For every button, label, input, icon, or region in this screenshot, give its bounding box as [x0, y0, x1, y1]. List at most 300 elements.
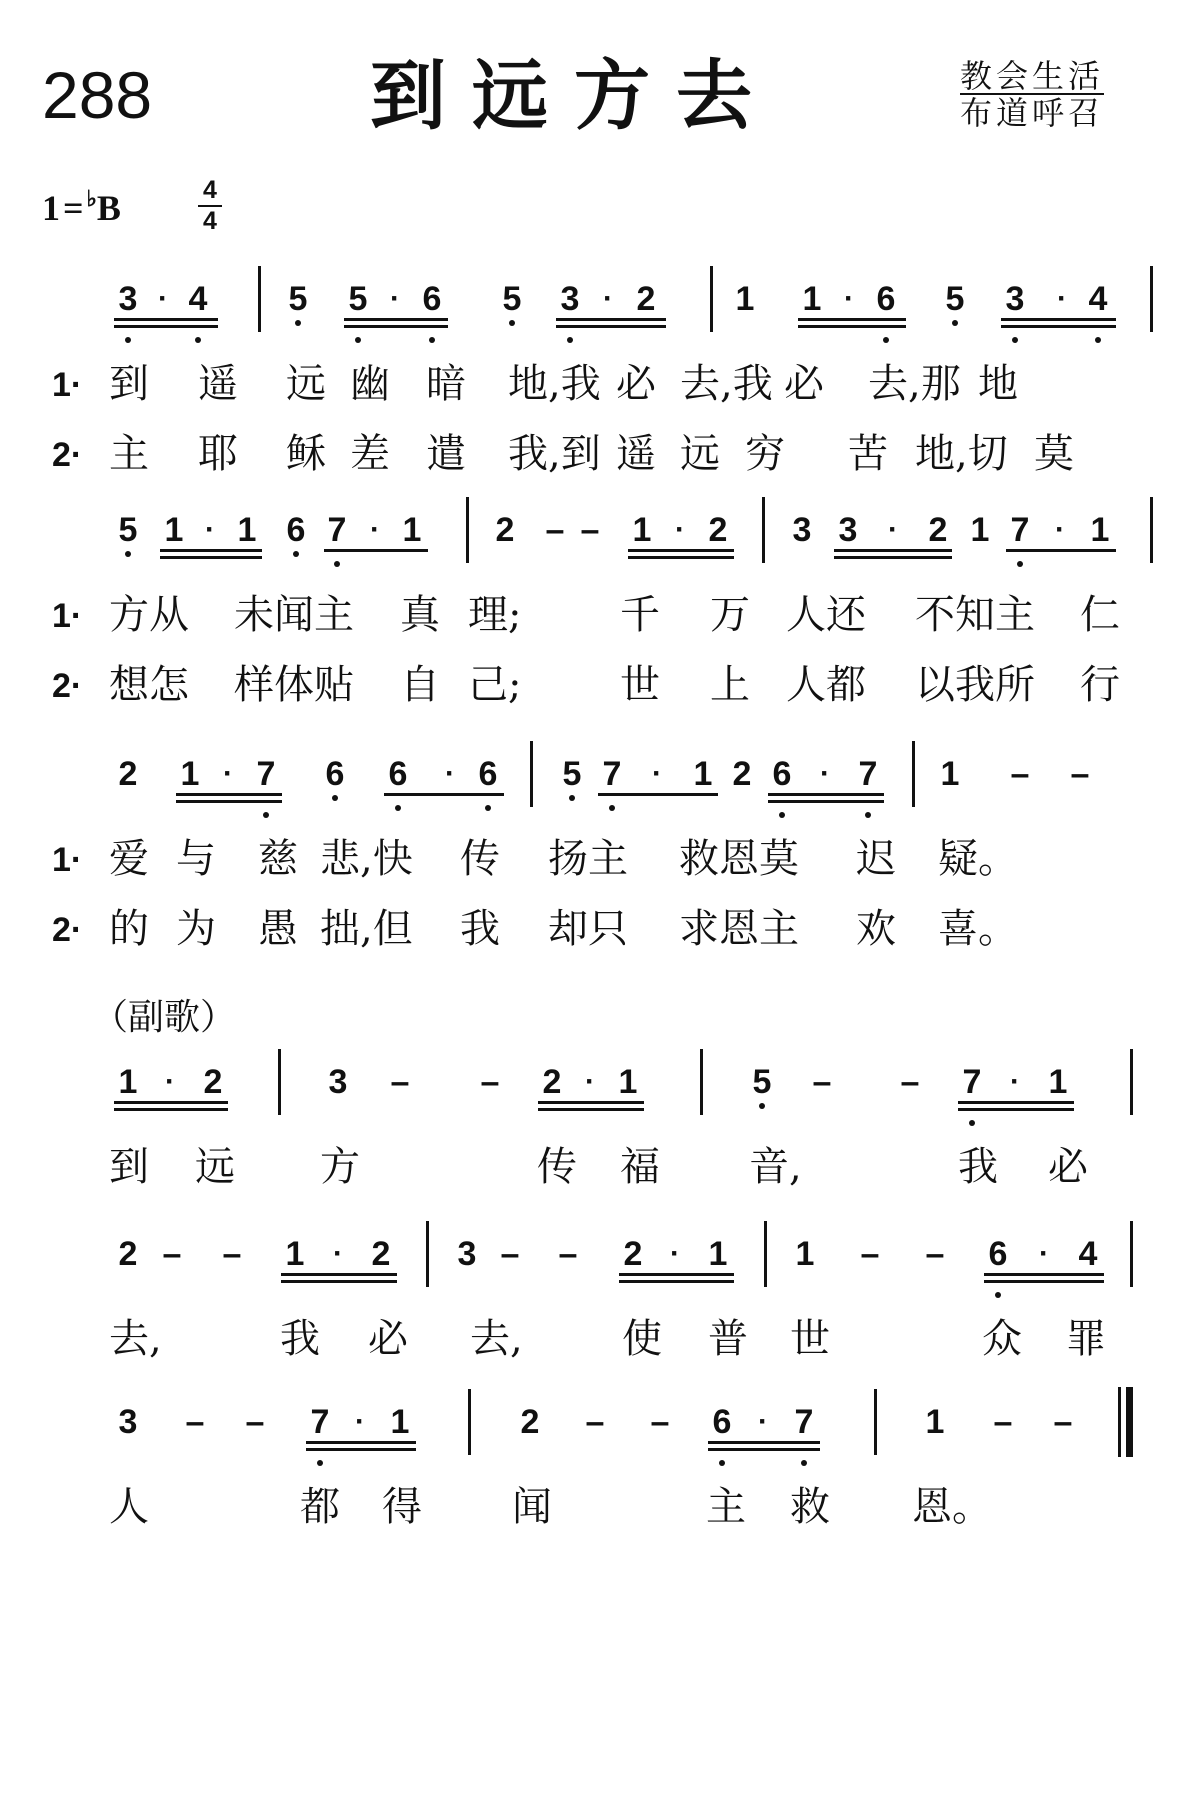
note-text: 6 [772, 755, 792, 793]
note-text: 2 [636, 280, 656, 318]
lyric-syllable: 迟 [856, 836, 896, 882]
rhythm-dot [1024, 1239, 1064, 1269]
note-text: 1 [735, 280, 755, 318]
lyric-syllable: 必 [784, 361, 824, 407]
rhythm-dot [873, 515, 913, 545]
sustain-dash-text: – [812, 1063, 832, 1101]
duration-underline [1006, 549, 1116, 552]
note [592, 757, 632, 791]
note-text: 6 [422, 280, 442, 318]
duration-underline [984, 1280, 1104, 1283]
verse-label: 1· [52, 366, 83, 404]
note [338, 282, 378, 316]
sustain-dash [915, 1237, 955, 1271]
duration-underline [619, 1273, 734, 1276]
note [935, 282, 975, 316]
note-text: 2 [928, 511, 948, 549]
octave-dot-below [779, 812, 785, 818]
note-text: 7 [858, 755, 878, 793]
lyric-syllable: 上 [710, 662, 750, 708]
sustain-dash-text: – [585, 1403, 605, 1441]
note-text: 2 [371, 1235, 391, 1273]
sustain-dash-text: – [925, 1235, 945, 1273]
duration-underline [384, 793, 504, 796]
note-text: 1 [237, 511, 257, 549]
note-text: 1 [1048, 1063, 1068, 1101]
note [492, 282, 532, 316]
note [1078, 282, 1118, 316]
lyric-syllable: 得 [382, 1484, 422, 1530]
duration-underline [114, 1101, 228, 1104]
duration-underline [324, 549, 428, 552]
lyric-syllable: 救恩莫 [679, 836, 799, 882]
duration-underline [958, 1101, 1074, 1104]
note-text: 1 [632, 511, 652, 549]
note-text: 1 [802, 280, 822, 318]
verse-label: 2· [52, 911, 83, 949]
rhythm-dot [318, 1239, 358, 1269]
sustain-dash-text: – [222, 1235, 242, 1273]
note-text: 1 [795, 1235, 815, 1273]
duration-underline [768, 793, 884, 796]
sustain-dash-text: – [580, 511, 600, 549]
lyric-syllable: 我 [280, 1316, 320, 1362]
note-text: 2 [623, 1235, 643, 1273]
bar-line [1150, 266, 1153, 332]
rhythm-dot-text: · [165, 1065, 175, 1098]
note [995, 282, 1035, 316]
rhythm-dot-text: · [675, 513, 685, 546]
note [866, 282, 906, 316]
note-text: 6 [286, 511, 306, 549]
lyric-syllable: 穷 [745, 431, 785, 477]
rhythm-dot-text: · [603, 282, 613, 315]
octave-dot-below [969, 1120, 975, 1126]
lyric-syllable: 以我所 [915, 662, 1035, 708]
bar-line [468, 1389, 471, 1455]
note-text: 6 [388, 755, 408, 793]
rhythm-dot [143, 284, 183, 314]
duration-underline [114, 318, 218, 321]
lyric-syllable: 疑。 [938, 836, 1018, 882]
duration-underline [160, 549, 262, 552]
note [378, 757, 418, 791]
octave-dot-below [195, 337, 201, 343]
bar-line [1130, 1221, 1133, 1287]
lyric-syllable: 必 [1048, 1144, 1088, 1190]
lyric-syllable: 想怎 [109, 662, 189, 708]
note [246, 757, 286, 791]
time-signature [198, 178, 222, 234]
octave-dot-below [995, 1292, 1001, 1298]
lyric-syllable: 行 [1080, 662, 1120, 708]
sustain-dash [640, 1405, 680, 1439]
rhythm-dot-text: · [670, 1237, 680, 1270]
lyric-syllable: 暗 [426, 361, 466, 407]
note [930, 757, 970, 791]
rhythm-dot-text: · [1057, 282, 1067, 315]
octave-dot-below [569, 795, 575, 801]
note-text: 2 [495, 511, 515, 549]
note [1068, 1237, 1108, 1271]
lyric-syllable: 主 [109, 431, 149, 477]
rhythm-dot-text: · [652, 757, 662, 790]
note [1038, 1065, 1078, 1099]
sustain-dash-text: – [245, 1403, 265, 1441]
note [276, 513, 316, 547]
sustain-dash [380, 1065, 420, 1099]
sustain-dash-text: – [993, 1403, 1013, 1441]
lyric-syllable: 样体贴 [234, 662, 354, 708]
rhythm-dot-text: · [205, 513, 215, 546]
lyric-syllable: 去,我 [680, 361, 773, 407]
octave-dot-below [125, 551, 131, 557]
rhythm-dot-text: · [355, 1405, 365, 1438]
lyric-syllable: 必 [368, 1316, 408, 1362]
duration-underline [344, 318, 448, 321]
note [552, 757, 592, 791]
note-text: 2 [542, 1063, 562, 1101]
lyric-syllable: 使 [622, 1316, 662, 1362]
note [317, 513, 357, 547]
lyric-syllable: 传 [460, 836, 500, 882]
duration-underline [556, 318, 666, 321]
octave-dot-below [429, 337, 435, 343]
lyric-syllable: 稣 [286, 431, 326, 477]
note-text: 2 [520, 1403, 540, 1441]
lyric-syllable: 福 [620, 1144, 660, 1190]
note [318, 1065, 358, 1099]
lyric-syllable: 我 [958, 1144, 998, 1190]
final-bar-thin [1118, 1387, 1121, 1457]
duration-underline [628, 556, 734, 559]
lyric-syllable: 悲,快 [320, 836, 413, 882]
note [468, 757, 508, 791]
note [532, 1065, 572, 1099]
note-text: 7 [310, 1403, 330, 1441]
refrain-label: （副歌） [92, 997, 237, 1038]
note [315, 757, 355, 791]
sustain-dash [212, 1237, 252, 1271]
note [915, 1405, 955, 1439]
note-text: 3 [118, 1403, 138, 1441]
lyric-syllable: 却只 [548, 906, 628, 952]
note [828, 513, 868, 547]
note [108, 282, 148, 316]
hymn-number: 288 [42, 58, 153, 132]
lyric-syllable: 必 [616, 361, 656, 407]
note [622, 513, 662, 547]
note [978, 1237, 1018, 1271]
note-text: 7 [256, 755, 276, 793]
lyric-syllable: 万 [710, 592, 750, 638]
bar-line [764, 1221, 767, 1287]
note-text: 1 [708, 1235, 728, 1273]
octave-dot-below [759, 1103, 765, 1109]
note-text: 6 [876, 280, 896, 318]
note [742, 1065, 782, 1099]
lyric-syllable: 理; [468, 592, 522, 638]
note [485, 513, 525, 547]
lyric-syllable: 的 [109, 906, 149, 952]
rhythm-dot [743, 1407, 783, 1437]
rhythm-dot [655, 1239, 695, 1269]
bar-line [258, 266, 261, 332]
lyric-syllable: 到 [109, 1144, 149, 1190]
duration-underline [344, 325, 448, 328]
note [613, 1237, 653, 1271]
octave-dot-below [395, 805, 401, 811]
duration-underline [538, 1101, 644, 1104]
note-text: 2 [708, 511, 728, 549]
note [792, 282, 832, 316]
note-text: 4 [188, 280, 208, 318]
sustain-dash [490, 1237, 530, 1271]
octave-dot-below [295, 320, 301, 326]
note [725, 282, 765, 316]
duration-underline [176, 793, 282, 796]
sustain-dash [470, 1065, 510, 1099]
sustain-dash-text: – [860, 1235, 880, 1273]
octave-dot-below [317, 1460, 323, 1466]
rhythm-dot [340, 1407, 380, 1437]
note [1000, 513, 1040, 547]
lyric-syllable: 未闻主 [234, 592, 354, 638]
note-text: 6 [478, 755, 498, 793]
octave-dot-below [334, 561, 340, 567]
duration-underline [619, 1280, 734, 1283]
note [608, 1065, 648, 1099]
duration-underline [958, 1108, 1074, 1111]
lyric-syllable: 人 [109, 1484, 149, 1530]
note-text: 3 [838, 511, 858, 549]
bar-line [710, 266, 713, 332]
category-line-2: 布道呼召 [960, 94, 1105, 132]
rhythm-dot [208, 759, 248, 789]
lyric-syllable: 闻 [512, 1484, 552, 1530]
rhythm-dot-text: · [758, 1405, 768, 1438]
lyric-syllable: 差 [350, 431, 390, 477]
duration-underline [834, 556, 952, 559]
duration-underline [708, 1441, 820, 1444]
rhythm-dot [637, 759, 677, 789]
note [108, 513, 148, 547]
duration-underline [984, 1273, 1104, 1276]
note-text: 2 [118, 1235, 138, 1273]
sustain-dash [575, 1405, 615, 1439]
time-bottom: 4 [203, 207, 217, 235]
note [952, 1065, 992, 1099]
note-text: 2 [732, 755, 752, 793]
duration-underline [1001, 325, 1116, 328]
note-text: 1 [390, 1403, 410, 1441]
note [1080, 513, 1120, 547]
rhythm-dot-text: · [585, 1065, 595, 1098]
lyric-syllable: 远 [195, 1144, 235, 1190]
verse-label: 1· [52, 841, 83, 879]
octave-dot-below [125, 337, 131, 343]
note [154, 513, 194, 547]
sustain-dash-text: – [900, 1063, 920, 1101]
note-text: 3 [792, 511, 812, 549]
note-text: 7 [602, 755, 622, 793]
sustain-dash-text: – [500, 1235, 520, 1273]
note-text: 4 [1088, 280, 1108, 318]
note-text: 6 [988, 1235, 1008, 1273]
note [300, 1405, 340, 1439]
sustain-dash-text: – [480, 1063, 500, 1101]
sustain-dash-text: – [650, 1403, 670, 1441]
rhythm-dot-text: · [370, 513, 380, 546]
note [193, 1065, 233, 1099]
note [784, 1405, 824, 1439]
lyric-syllable: 去, [470, 1316, 523, 1362]
rhythm-dot-text: · [223, 757, 233, 790]
note-text: 1 [285, 1235, 305, 1273]
duration-underline [538, 1108, 644, 1111]
duration-underline [281, 1280, 397, 1283]
bar-line [530, 741, 533, 807]
note-text: 5 [502, 280, 522, 318]
rhythm-dot-text: · [333, 1237, 343, 1270]
lyric-syllable: 耶 [198, 431, 238, 477]
note [412, 282, 452, 316]
lyric-syllable: 自 [400, 662, 440, 708]
lyric-syllable: 都 [300, 1484, 340, 1530]
sustain-dash-text: – [558, 1235, 578, 1273]
note-text: 1 [1090, 511, 1110, 549]
lyric-syllable: 到 [109, 361, 149, 407]
duration-underline [768, 800, 884, 803]
note-text: 1 [925, 1403, 945, 1441]
time-top: 4 [203, 176, 217, 204]
octave-dot-below [1012, 337, 1018, 343]
lyric-syllable: 地,切 [915, 431, 1008, 477]
lyric-syllable: 世 [620, 662, 660, 708]
sustain-dash-text: – [390, 1063, 410, 1101]
octave-dot-below [1095, 337, 1101, 343]
rhythm-dot-text: · [844, 282, 854, 315]
octave-dot-below [332, 795, 338, 801]
rhythm-dot [660, 515, 700, 545]
lyric-syllable: 慈 [258, 836, 298, 882]
note [170, 757, 210, 791]
sustain-dash-text: – [162, 1235, 182, 1273]
note-text: 1 [970, 511, 990, 549]
duration-underline [306, 1448, 416, 1451]
note-text: 6 [712, 1403, 732, 1441]
note-text: 3 [118, 280, 138, 318]
note [785, 1237, 825, 1271]
rhythm-dot-text: · [888, 513, 898, 546]
rhythm-dot [1042, 284, 1082, 314]
note [108, 1065, 148, 1099]
duration-underline [114, 325, 218, 328]
sustain-dash-text: – [1053, 1403, 1073, 1441]
octave-dot-below [485, 805, 491, 811]
lyric-syllable: 方 [320, 1144, 360, 1190]
sustain-dash [1000, 757, 1040, 791]
octave-dot-below [293, 551, 299, 557]
note-text: 6 [325, 755, 345, 793]
verse-label: 1· [52, 597, 83, 635]
duration-underline [1001, 318, 1116, 321]
verse-label: 2· [52, 667, 83, 705]
sustain-dash [152, 1237, 192, 1271]
octave-dot-below [952, 320, 958, 326]
lyric-syllable: 远 [286, 361, 326, 407]
rhythm-dot [430, 759, 470, 789]
lyric-syllable: 救 [790, 1484, 830, 1530]
lyric-syllable: 传 [537, 1144, 577, 1190]
sustain-dash-text: – [185, 1403, 205, 1441]
lyric-syllable: 仁 [1080, 592, 1120, 638]
lyric-syllable: 我,到 [508, 431, 601, 477]
lyric-syllable: 拙,但 [320, 906, 413, 952]
sustain-dash [235, 1405, 275, 1439]
octave-dot-below [865, 812, 871, 818]
sustain-dash-text: – [1010, 755, 1030, 793]
lyric-syllable: 己; [468, 662, 522, 708]
octave-dot-below [355, 337, 361, 343]
rhythm-dot-text: · [1039, 1237, 1049, 1270]
bar-line [1150, 497, 1153, 563]
note-text: 5 [348, 280, 368, 318]
note-text: 3 [1005, 280, 1025, 318]
octave-dot-below [801, 1460, 807, 1466]
rhythm-dot [588, 284, 628, 314]
note-text: 3 [560, 280, 580, 318]
lyric-syllable: 去,那 [868, 361, 961, 407]
note [108, 757, 148, 791]
octave-dot-below [609, 805, 615, 811]
sustain-dash [570, 513, 610, 547]
lyric-syllable: 不知主 [915, 592, 1035, 638]
note [392, 513, 432, 547]
note-text: 1 [402, 511, 422, 549]
note [447, 1237, 487, 1271]
note-text: 7 [794, 1403, 814, 1441]
sustain-dash [1043, 1405, 1083, 1439]
lyric-syllable: 世 [790, 1316, 830, 1362]
sustain-dash [535, 513, 575, 547]
duration-underline [598, 793, 718, 796]
note-text: 5 [945, 280, 965, 318]
lyric-syllable: 喜。 [938, 906, 1018, 952]
sustain-dash [983, 1405, 1023, 1439]
bar-line [874, 1389, 877, 1455]
lyric-syllable: 愚 [258, 906, 298, 952]
bar-line [278, 1049, 281, 1115]
lyric-syllable: 与 [176, 836, 216, 882]
lyric-syllable: 众 [982, 1316, 1022, 1362]
lyric-syllable: 罪 [1066, 1316, 1106, 1362]
note-text: 7 [962, 1063, 982, 1101]
note [722, 757, 762, 791]
rhythm-dot-text: · [820, 757, 830, 790]
lyric-syllable: 恩。 [912, 1484, 992, 1530]
note-text: 2 [203, 1063, 223, 1101]
sustain-dash [850, 1237, 890, 1271]
sustain-dash [1060, 757, 1100, 791]
lyric-syllable: 真 [400, 592, 440, 638]
bar-line [700, 1049, 703, 1115]
note [782, 513, 822, 547]
hymn-title: 到远方去 [370, 51, 778, 140]
note-text: 5 [562, 755, 582, 793]
lyric-syllable: 音, [749, 1144, 802, 1190]
duration-underline [708, 1448, 820, 1451]
